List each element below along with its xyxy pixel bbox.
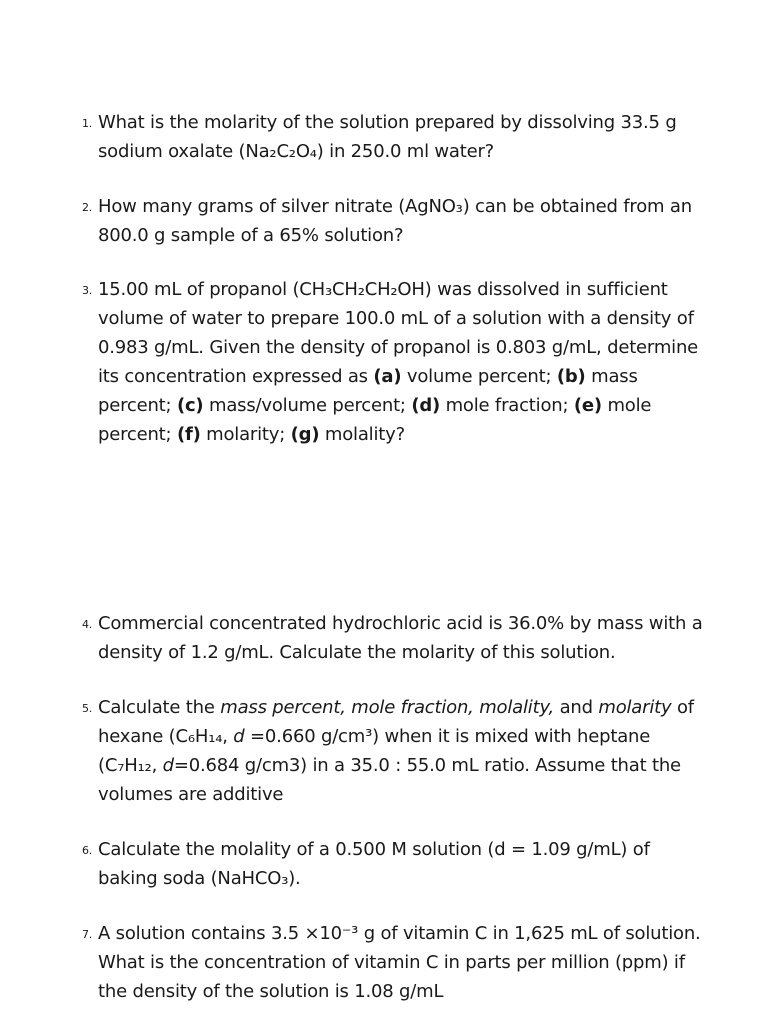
italic-term-molarity: molarity: [598, 697, 672, 718]
question-line: density of 1.2 g/mL. Calculate the molarity of this solution.: [98, 642, 616, 663]
question-line: volumes are additive: [98, 784, 284, 805]
question-line: volume of water to prepare 100.0 mL of a solution with a density of: [98, 308, 694, 329]
question-7: [82, 919, 722, 1006]
text-run: and: [554, 697, 599, 718]
part-label-g: (g): [290, 424, 320, 445]
question-line: [98, 420, 722, 449]
text-run: volume percent;: [401, 366, 557, 387]
text-run: mole: [601, 395, 652, 416]
text-run: molality?: [319, 424, 405, 445]
italic-density-symbol: d: [162, 755, 174, 776]
question-number: 1.: [82, 117, 93, 130]
italic-terms: mass percent, mole fraction, molality,: [220, 697, 555, 718]
question-line: Commercial concentrated hydrochloric acid is 36.0% by mass with a: [98, 613, 703, 634]
text-run: hexane (C₆H₁₄,: [98, 726, 234, 747]
question-line: the density of the solution is 1.08 g/mL: [98, 981, 444, 1002]
text-run: (C₇H₁₂,: [98, 755, 163, 776]
text-run: =0.684 g/cm3) in a 35.0 : 55.0 mL ratio. Assume that the: [173, 755, 681, 776]
question-line: sodium oxalate (Na₂C₂O₄) in 250.0 ml water?: [98, 141, 495, 162]
question-line: baking soda (NaHCO₃).: [98, 868, 301, 889]
question-line: 15.00 mL of propanol (CH₃CH₂CH₂OH) was dissolved in sufficient: [98, 279, 668, 300]
question-line: Calculate the molality of a 0.500 M solution (d = 1.09 g/mL) of: [98, 839, 650, 860]
question-line: A solution contains 3.5 ×10⁻³ g of vitamin C in 1,625 mL of solution.: [98, 923, 701, 944]
question-line: What is the molarity of the solution prepared by dissolving 33.5 g: [98, 112, 677, 133]
text-run: percent;: [98, 424, 177, 445]
italic-density-symbol: d: [233, 726, 245, 747]
part-label-c: (c): [176, 395, 204, 416]
question-line: 0.983 g/mL. Given the density of propanol is 0.803 g/mL, determine: [98, 337, 699, 358]
question-5: [82, 693, 722, 809]
text-run: Calculate the: [98, 697, 221, 718]
question-number: 5.: [82, 702, 93, 715]
text-run: mole fraction;: [440, 395, 574, 416]
question-line: 800.0 g sample of a 65% solution?: [98, 225, 404, 246]
question-number: 2.: [82, 201, 93, 214]
question-3: [82, 275, 722, 449]
question-line: [98, 751, 722, 780]
text-run: mass/volume percent;: [203, 395, 412, 416]
text-run: =0.660 g/cm³) when it is mixed with heptane: [244, 726, 651, 747]
part-label-b: (b): [556, 366, 586, 387]
question-line: What is the concentration of vitamin C in parts per million (ppm) if: [98, 952, 685, 973]
question-line: [98, 391, 722, 420]
text-run: molarity;: [200, 424, 291, 445]
question-number: 3.: [82, 284, 93, 297]
question-number: 7.: [82, 928, 93, 941]
question-4: [82, 609, 722, 667]
part-label-f: (f): [176, 424, 201, 445]
question-line: [98, 722, 722, 751]
question-number: 6.: [82, 844, 93, 857]
part-label-a: (a): [373, 366, 402, 387]
text-run: of: [671, 697, 694, 718]
question-6: [82, 835, 722, 893]
text-run: percent;: [98, 395, 177, 416]
question-line: How many grams of silver nitrate (AgNO₃) can be obtained from an: [98, 196, 692, 217]
question-number: 4.: [82, 618, 93, 631]
question-line: [98, 362, 722, 391]
question-1: [82, 108, 722, 166]
text-run: its concentration expressed as: [98, 366, 374, 387]
part-label-d: (d): [411, 395, 441, 416]
question-line: [98, 693, 722, 722]
question-2: [82, 192, 722, 250]
part-label-e: (e): [573, 395, 602, 416]
text-run: mass: [585, 366, 638, 387]
